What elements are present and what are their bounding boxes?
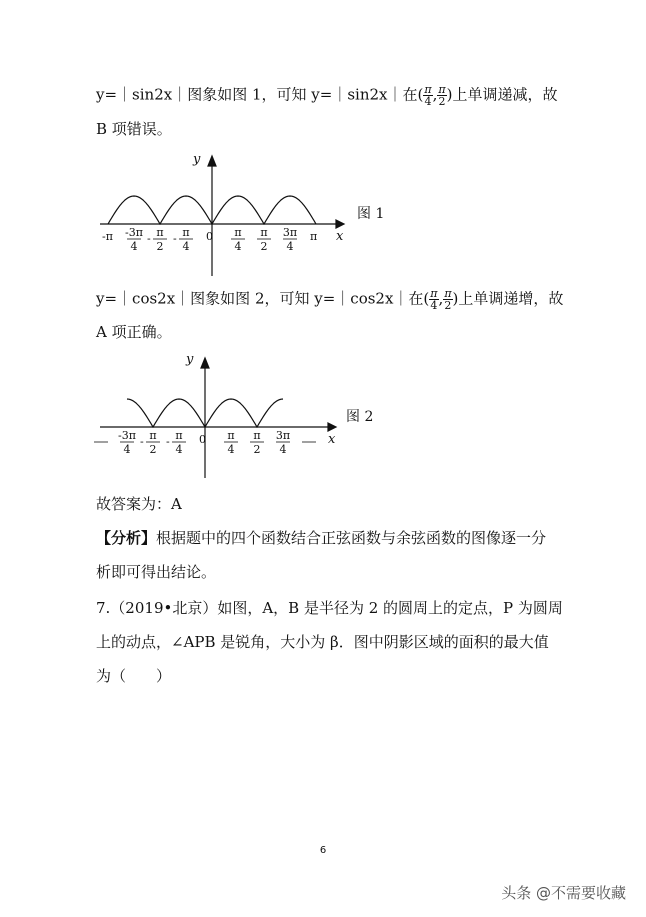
question-7-line1: 7.（2019•北京）如图，A，B 是半径为 2 的圆周上的定点，P 为圆周 (96, 599, 563, 617)
analysis-tag: 【分析】 (96, 529, 157, 547)
fraction-pi-over-2: $\frac{\pi}{2}$ (444, 287, 452, 312)
cos-conclusion: A 项正确。 (96, 323, 172, 341)
fig1-tick-labels (102, 226, 317, 253)
tick-numerator: π (182, 226, 190, 239)
tick-label: 0 (206, 230, 213, 243)
fig2-x-arrow (328, 423, 336, 431)
tick-denominator: 2 (149, 443, 157, 456)
fig1-y-arrow (208, 156, 216, 166)
tick-minus: - (166, 435, 170, 448)
tick-label: π (310, 230, 318, 243)
fig2-x-label: x (328, 432, 336, 447)
tick-denominator: 4 (286, 240, 294, 253)
tick-minus: - (140, 435, 144, 448)
fraction-pi-over-4: $\frac{\pi}{4}$ (430, 287, 438, 312)
analysis-line: 【分析】根据题中的四个函数结合正弦函数与余弦函数的图像逐一分 (96, 529, 547, 547)
analysis-cont: 析即可得出结论。 (96, 563, 217, 581)
answer-line: 故答案为：A (96, 495, 182, 513)
tick-numerator: π (234, 226, 242, 239)
tick-denominator: 2 (156, 240, 164, 253)
tick-label: 0 (199, 433, 206, 446)
tick-denominator: 2 (253, 443, 261, 456)
tick-numerator: π (260, 226, 268, 239)
tick-label: -π (102, 230, 113, 243)
fig1-x-arrow (336, 220, 344, 228)
tick-numerator: 3π (275, 429, 291, 442)
tick-numerator: π (149, 429, 157, 442)
tick-numerator: π (227, 429, 235, 442)
tick-numerator: 3π (282, 226, 298, 239)
tick-numerator: π (253, 429, 261, 442)
cos-statement: y=｜cos2x｜图象如图 2，可知 y=｜cos2x｜在( $\frac{\pi}{4}$ , $\frac{\pi}{2}$ )上单调递增，故 (96, 287, 564, 312)
watermark: 头条 @不需要收藏 (501, 884, 626, 902)
tick-numerator: -3π (118, 429, 136, 442)
tick-numerator: π (175, 429, 183, 442)
question-7-line3: 为（ ） (96, 667, 172, 685)
tick-denominator: 4 (279, 443, 287, 456)
fig1-x-label: x (336, 229, 344, 244)
tick-minus: - (147, 232, 151, 245)
page-number: 6 (319, 845, 327, 856)
tick-denominator: 4 (234, 240, 242, 253)
tick-numerator: π (156, 226, 164, 239)
fig1-y-label: y (193, 152, 201, 167)
fraction-pi-over-4: $\frac{\pi}{4}$ (424, 83, 432, 108)
fig2-y-label: y (186, 352, 194, 367)
tick-denominator: 4 (123, 443, 131, 456)
tick-numerator: -3π (125, 226, 143, 239)
tick-minus: - (173, 232, 177, 245)
fig1-caption: 图 1 (357, 206, 385, 222)
fig2-caption: 图 2 (346, 409, 374, 425)
sin-statement: y=｜sin2x｜图象如图 1，可知 y=｜sin2x｜在( $\frac{\pi}{4}$ , $\frac{\pi}{2}$ )上单调递减，故 (96, 83, 558, 108)
tick-denominator: 4 (130, 240, 138, 253)
sin-conclusion: B 项错误。 (96, 120, 172, 138)
fig2-y-arrow (201, 358, 209, 368)
fraction-pi-over-2: $\frac{\pi}{2}$ (438, 83, 446, 108)
tick-denominator: 4 (175, 443, 183, 456)
tick-denominator: 4 (182, 240, 190, 253)
question-7-line2: 上的动点，∠APB 是锐角，大小为 β．图中阴影区域的面积的最大值 (96, 633, 549, 651)
tick-denominator: 4 (227, 443, 235, 456)
tick-denominator: 2 (260, 240, 268, 253)
